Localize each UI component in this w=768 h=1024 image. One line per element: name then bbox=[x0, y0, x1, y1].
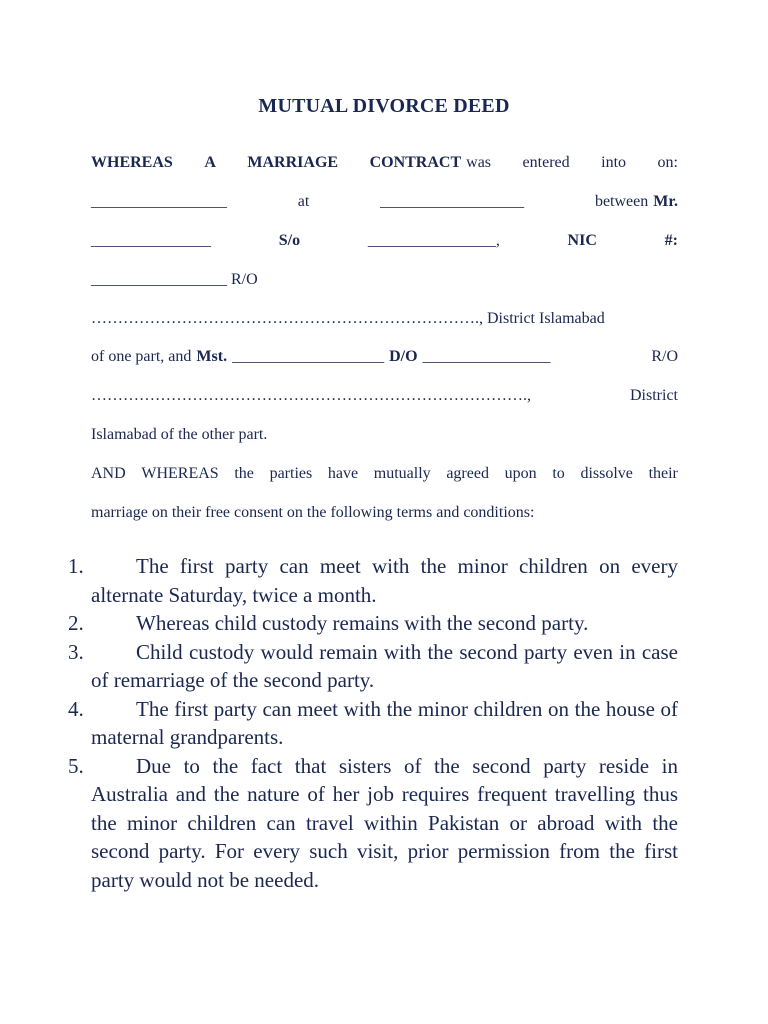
line-terms-intro bbox=[91, 503, 678, 523]
line-whereas-contract bbox=[91, 153, 678, 173]
word-on: on: bbox=[657, 154, 678, 171]
term-text: Whereas child custody remains with the second party. bbox=[136, 611, 589, 635]
word-entered: entered bbox=[522, 154, 570, 171]
line-address-2 bbox=[91, 386, 678, 406]
label-ro: R/O bbox=[231, 271, 258, 288]
word-marriage: MARRIAGE bbox=[247, 154, 339, 171]
agreement-word: agreed bbox=[446, 465, 489, 482]
agreement-word: mutually bbox=[373, 465, 431, 482]
address-dots-2: ………………………………………………………………………., bbox=[91, 387, 531, 404]
line-name-so-nic bbox=[91, 231, 678, 251]
term-item bbox=[68, 752, 678, 895]
term-text: The first party can meet with the minor children on every alternate Saturday, twice a month. bbox=[91, 554, 678, 607]
one-part-text: of one part, and bbox=[91, 348, 192, 365]
agreement-word: WHEREAS bbox=[141, 465, 219, 482]
word-between: between bbox=[594, 193, 649, 210]
word-was: was bbox=[466, 154, 492, 171]
contract-was-group bbox=[370, 153, 491, 173]
wife-name-blank: ___________________ bbox=[232, 348, 385, 365]
term-text: Child custody would remain with the second party even in case of remarriage of the second party. bbox=[91, 639, 678, 692]
label-do: D/O bbox=[389, 348, 418, 365]
term-number: 4. bbox=[68, 696, 84, 721]
term-item bbox=[68, 552, 678, 609]
line-second-party bbox=[91, 347, 678, 367]
place-blank: __________________ bbox=[380, 193, 525, 210]
term-number: 5. bbox=[68, 753, 84, 778]
term-item bbox=[68, 695, 678, 752]
line-other-part bbox=[91, 425, 678, 445]
term-item bbox=[68, 638, 678, 695]
word-contract: CONTRACT bbox=[369, 154, 462, 171]
term-text: Due to the fact that sisters of the second party reside in Australia and the nature of her job requires frequent travelling thus the minor children can travel within Pakistan or abroad with the second party. For every such visit, prior permission from the first party would not be needed. bbox=[91, 753, 678, 892]
line-and-whereas bbox=[91, 464, 678, 484]
label-nic: NIC bbox=[567, 232, 597, 249]
label-so: S/o bbox=[278, 232, 301, 249]
agreement-word: to bbox=[552, 465, 565, 482]
father-name-blank: ________________, bbox=[367, 232, 500, 249]
agreement-word: have bbox=[327, 465, 359, 482]
label-mst: Mst. bbox=[196, 348, 228, 365]
address-dots: ………………………………………………………………., District Islamabad bbox=[91, 310, 605, 327]
label-ro-2: R/O bbox=[651, 348, 678, 365]
word-district: District bbox=[630, 387, 678, 404]
word-whereas: WHEREAS bbox=[91, 154, 173, 171]
line-nic-ro bbox=[91, 270, 678, 290]
other-part-text: Islamabad of the other part. bbox=[91, 426, 268, 443]
label-hash: #: bbox=[664, 232, 678, 249]
word-a: A bbox=[204, 154, 216, 171]
agreement-word: dissolve bbox=[580, 465, 633, 482]
term-number: 2. bbox=[68, 611, 84, 635]
deed-title: MUTUAL DIVORCE DEED bbox=[258, 95, 510, 117]
agreement-word: their bbox=[648, 465, 678, 482]
date-blank: _________________ bbox=[91, 193, 227, 210]
term-number: 1. bbox=[68, 554, 84, 578]
terms-intro-text: marriage on their free consent on the following terms and conditions: bbox=[91, 504, 535, 521]
agreement-word: upon bbox=[504, 465, 537, 482]
term-item bbox=[68, 609, 678, 638]
agreement-word: AND bbox=[91, 465, 126, 482]
between-mr-group bbox=[595, 192, 678, 212]
line-date-place-between bbox=[91, 192, 678, 212]
nic-blank: _________________ bbox=[91, 271, 227, 288]
terms-list bbox=[68, 552, 678, 894]
term-number: 3. bbox=[68, 639, 84, 664]
agreement-word: parties bbox=[269, 465, 313, 482]
wife-father-blank: ________________ bbox=[422, 348, 551, 365]
word-mr: Mr. bbox=[653, 193, 678, 210]
word-at: at bbox=[297, 193, 310, 210]
word-into: into bbox=[601, 154, 627, 171]
line-address-district bbox=[91, 309, 678, 329]
term-text: The first party can meet with the minor children on the house of maternal grandparents. bbox=[91, 696, 678, 749]
agreement-word: the bbox=[234, 465, 254, 482]
husband-name-blank: _______________ bbox=[91, 232, 211, 249]
